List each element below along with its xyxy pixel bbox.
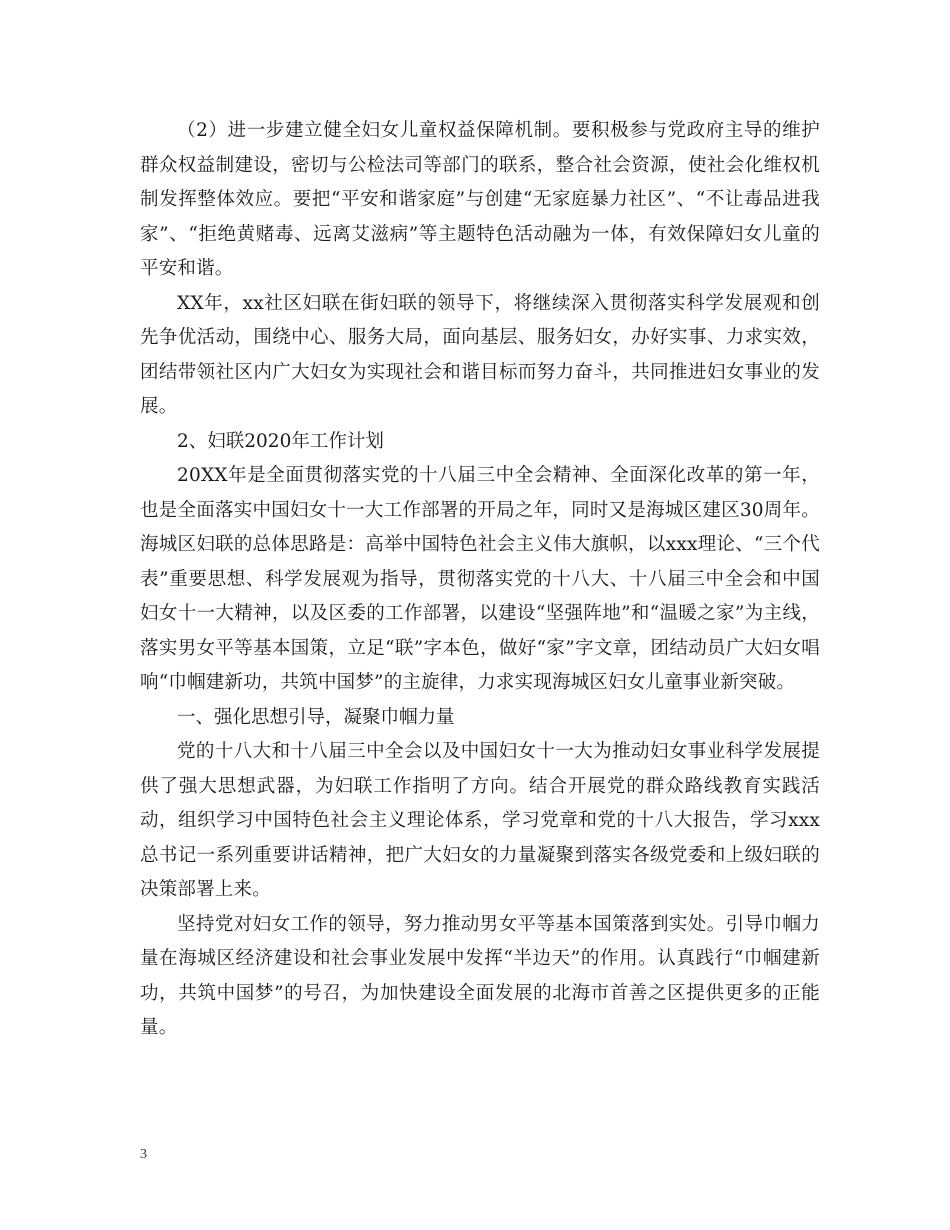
paragraph-party-leadership: 坚持党对妇女工作的领导，努力推动男女平等基本国策落到实处。引导巾帼力量在海城区经济建设和社会事业发展中发挥“半边天”的作用。认真践行“巾帼建新功，共筑中国梦”的号召，为加快建设全面发展的北海市首善之区提供更多的正能量。 <box>140 913 820 1038</box>
document-body <box>140 114 820 1046</box>
page-number: 3 <box>140 1147 147 1162</box>
paragraph-ideology-detail: 党的十八大和十八届三中全会以及中国妇女十一大为推动妇女事业科学发展提供了强大思想武器，为妇联工作指明了方向。结合开展党的群众路线教育实践活动，组织学习中国特色社会主义理论体系，学习党章和党的十八大报告，学习xxx总书记一系列重要讲话精神，把广大妇女的力量凝聚到落实各级党委和上级妇联的决策部署上来。 <box>140 741 820 900</box>
paragraph-overall-approach: 20XX年是全面贯彻落实党的十八届三中全会精神、全面深化改革的第一年，也是全面落实中国妇女十一大工作部署的开局之年，同时又是海城区建区30周年。海城区妇联的总体思路是：高举中国特色社会主义伟大旗帜，以xxx理论、“三个代表”重要思想、科学发展观为指导，贯彻落实党的十八大、十八届三中全会和中国妇女十一大精神，以及区委的工作部署，以建设“坚强阵地”和“温暖之家”为主线，落实男女平等基本国策，立足“联”字本色，做好“家”字文章，团结动员广大妇女唱响“巾帼建新功，共筑中国梦”的主旋律，力求实现海城区妇女儿童事业新突破。 <box>140 465 820 693</box>
section-heading-ideology: 一、强化思想引导，凝聚巾帼力量 <box>177 706 455 728</box>
section-heading-work-plan: 2、妇联2020年工作计划 <box>177 430 384 452</box>
paragraph-rights-mechanism: （2）进一步建立健全妇女儿童权益保障机制。要积极参与党政府主导的维护群众权益制建设，密切与公检法司等部门的联系，整合社会资源，使社会化维权机制发挥整体效应。要把“平安和谐家庭”与创建“无家庭暴力社区”、“不让毒品进我家”、“拒绝黄赌毒、远离艾滋病”等主题特色活动融为一体，有效保障妇女儿童的平安和谐。 <box>140 120 820 279</box>
paragraph-community-summary: XX年，xx社区妇联在街妇联的领导下，将继续深入贯彻落实科学发展观和创先争优活动，围绕中心、服务大局，面向基层、服务妇女，办好实事、力求实效，团结带领社区内广大妇女为实现社会和谐目标而努力奋斗，共同推进妇女事业的发展。 <box>140 292 820 417</box>
